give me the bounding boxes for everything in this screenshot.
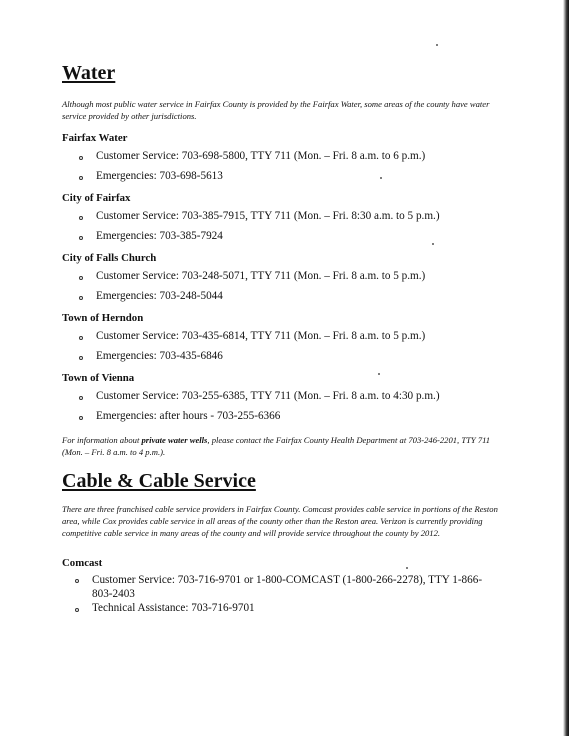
bullet-icon (79, 276, 83, 280)
bullet-icon (79, 156, 83, 160)
scan-speck (380, 177, 382, 179)
bullet-icon (79, 416, 83, 420)
provider-town-of-herndon: Town of Herndon (62, 312, 144, 324)
list-item: Emergencies: 703-248-5044 (96, 290, 223, 302)
list-item: Emergencies: 703-435-6846 (96, 350, 223, 362)
wells-note-pre: For information about (62, 435, 142, 445)
water-heading: Water (62, 62, 116, 84)
provider-city-of-fairfax: City of Fairfax (62, 192, 131, 204)
scan-speck (432, 243, 434, 245)
list-item: Emergencies: after hours - 703-255-6366 (96, 410, 281, 422)
list-item: Emergencies: 703-698-5613 (96, 170, 223, 182)
private-wells-note (62, 434, 502, 458)
bullet-icon (75, 579, 79, 583)
list-item: Customer Service: 703-716-9701 or 1-800-COMCAST (1-800-266-2278), TTY 1-866-803-2403 (92, 574, 483, 600)
bullet-icon (79, 216, 83, 220)
list-item: Customer Service: 703-248-5071, TTY 711 (Mon. – Fri. 8 a.m. to 5 p.m.) (96, 270, 426, 282)
list-item: Customer Service: 703-385-7915, TTY 711 (Mon. – Fri. 8:30 a.m. to 5 p.m.) (96, 210, 440, 222)
list-item: Customer Service: 703-435-6814, TTY 711 (Mon. – Fri. 8 a.m. to 5 p.m.) (96, 330, 426, 342)
bullet-icon (79, 396, 83, 400)
list-item: Emergencies: 703-385-7924 (96, 230, 223, 242)
list-item: Technical Assistance: 703-716-9701 (92, 602, 255, 614)
provider-fairfax-water: Fairfax Water (62, 132, 128, 144)
provider-comcast: Comcast (62, 557, 103, 569)
bullet-icon (79, 296, 83, 300)
list-item: Customer Service: 703-255-6385, TTY 711 (Mon. – Fri. 8 a.m. to 4:30 p.m.) (96, 390, 440, 402)
provider-town-of-vienna: Town of Vienna (62, 372, 135, 384)
scan-speck (378, 373, 380, 375)
water-intro: Although most public water service in Fairfax County is provided by the Fairfax Water, some areas of the county have water service provided by other jurisdictions. (62, 99, 490, 121)
scan-speck (436, 44, 438, 46)
scan-edge-shadow (563, 0, 569, 736)
bullet-icon (75, 608, 79, 612)
bullet-icon (79, 356, 83, 360)
provider-city-of-falls-church: City of Falls Church (62, 252, 157, 264)
wells-note-bold: private water wells (141, 435, 208, 445)
bullet-icon (79, 236, 83, 240)
wells-note-post: , please contact the Fairfax County Health Department at 703-246-2201, TTY 711 (Mon. – Fri. 8 a.m. to 4 p.m.). (62, 435, 491, 457)
scan-speck (406, 567, 408, 569)
cable-intro: There are three franchised cable service providers in Fairfax County. Comcast provides cable service in portions of the Reston area, while Cox provides cable service in all areas of the county other than the Reston area. Verizon is currently providing competitive cable service in many areas of the county and will provide service throughout the county by 2012. (62, 504, 498, 538)
list-item: Customer Service: 703-698-5800, TTY 711 (Mon. – Fri. 8 a.m. to 6 p.m.) (96, 150, 426, 162)
cable-heading: Cable & Cable Service (62, 470, 256, 492)
bullet-icon (79, 176, 83, 180)
bullet-icon (79, 336, 83, 340)
